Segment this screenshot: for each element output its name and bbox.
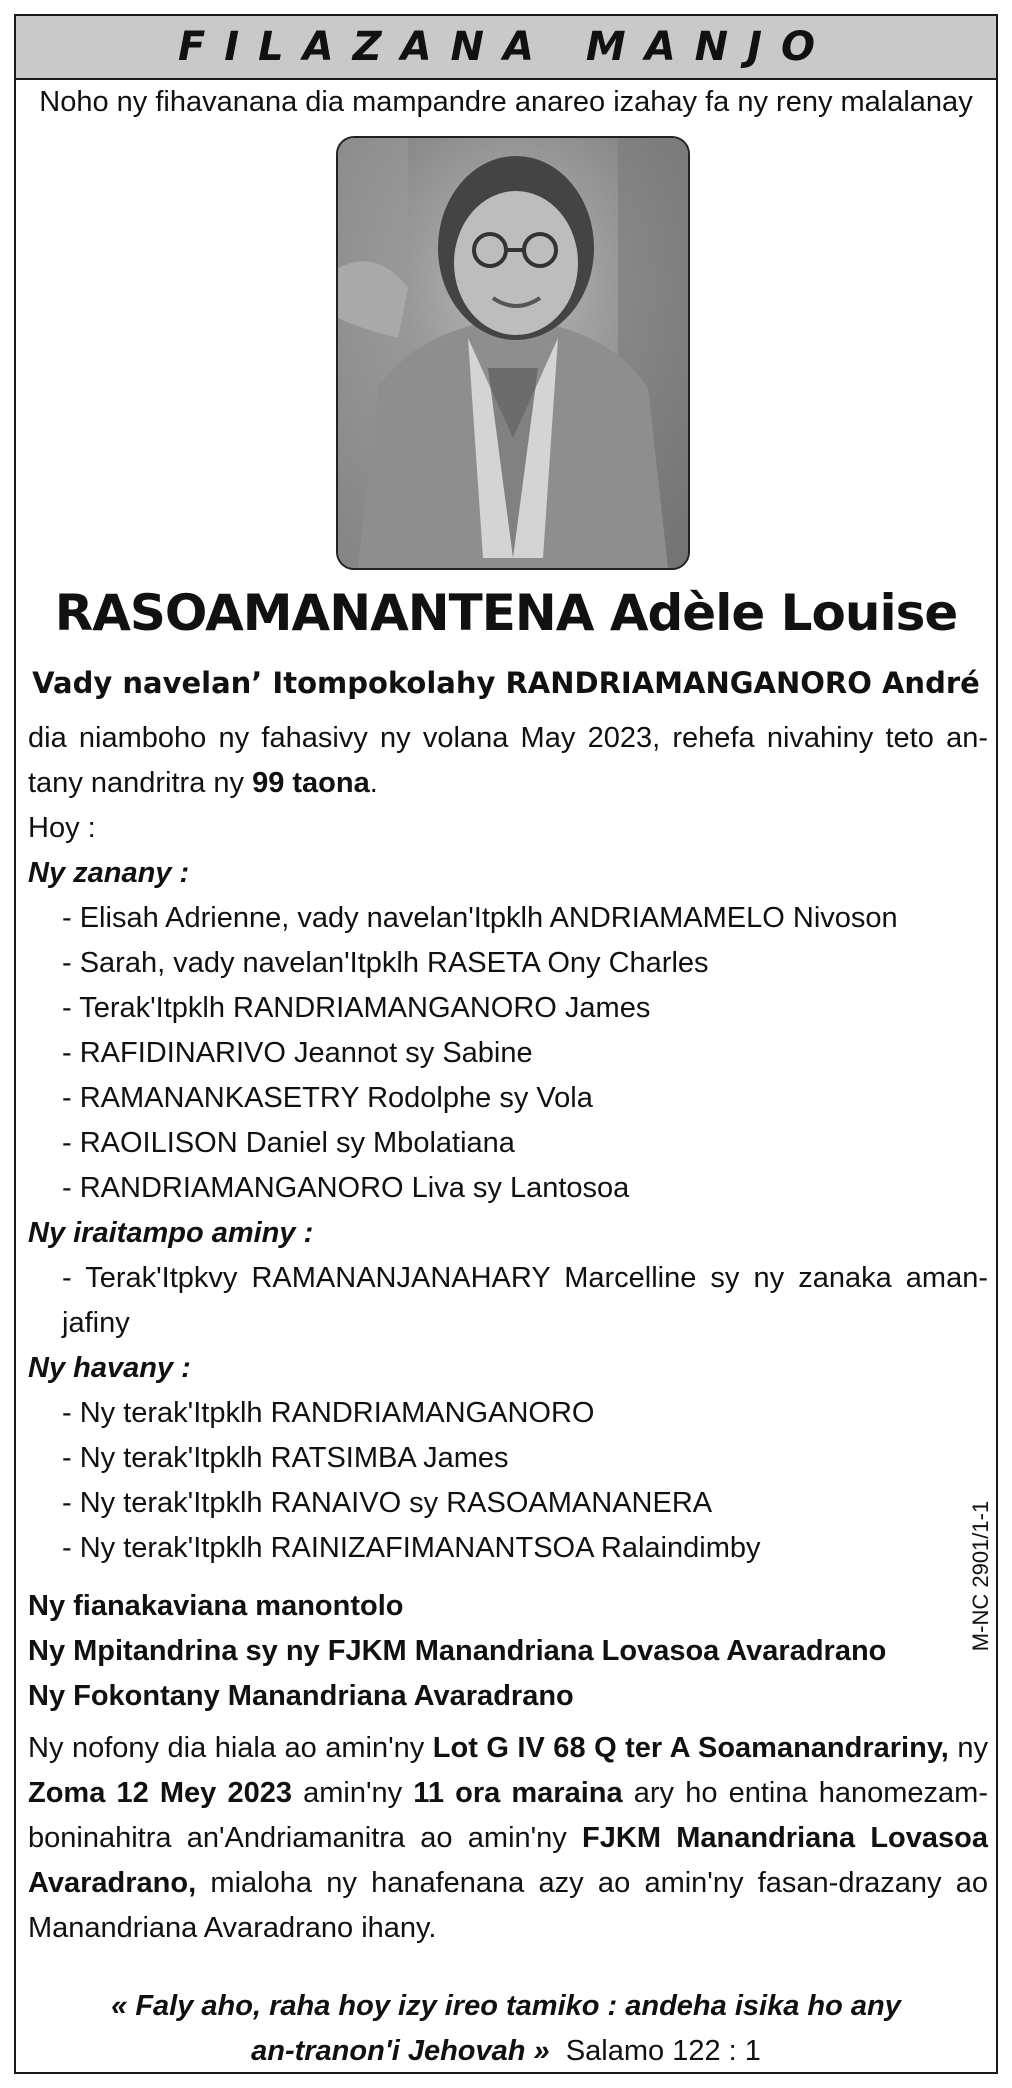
funeral-text: amin'ny: [291, 1777, 414, 1809]
age-text: 99 taona: [252, 767, 370, 799]
children-heading: Ny zanany :: [28, 857, 190, 889]
portrait-photo: [336, 136, 690, 570]
reference-code: M-NC 2901/1-1: [968, 1500, 993, 1652]
child-item: - RAMANANKASETRY Rodolphe sy Vola: [62, 1082, 593, 1114]
quote-line-2: an-tranon'i Jehovah »: [251, 2035, 550, 2067]
quote-citation: Salamo 122 : 1: [565, 2035, 761, 2067]
relative-item: - Ny terak'Itpklh RANDRIAMANGANORO: [62, 1397, 595, 1429]
relative-item: - Ny terak'Itpklh RATSIMBA James: [62, 1442, 509, 1474]
announcement-paragraph: [28, 716, 988, 806]
child-item: - Sarah, vady navelan'Itpklh RASETA Ony Charles: [62, 947, 709, 979]
funeral-date: Zoma 12 Mey 2023: [28, 1777, 292, 1809]
funeral-address: Lot G IV 68 Q ter A Soamanandrariny,: [432, 1732, 949, 1764]
funeral-church: FJKM Manandriana Lovasoa Avaradrano,: [28, 1822, 988, 1899]
child-item: - Elisah Adrienne, vady navelan'Itpklh ANDRIAMAMELO Nivoson: [62, 902, 898, 934]
header-title: FILAZANA MANJO: [177, 24, 835, 70]
child-item: - RAFIDINARIVO Jeannot sy Sabine: [62, 1037, 533, 1069]
bible-quote: [16, 1984, 996, 2074]
funeral-text: mialoha ny hanafenana azy ao amin'ny fasan-drazany ao Manandriana Avaradrano ihany.: [28, 1867, 988, 1944]
funeral-text: ny: [948, 1732, 989, 1764]
funeral-text: Ny nofony dia hiala ao amin'ny: [28, 1732, 433, 1764]
portrait-illustration: [338, 138, 688, 568]
group-line: Ny fianakaviana manontolo: [28, 1590, 404, 1622]
relative-item: - Ny terak'Itpklh RANAIVO sy RASOAMANANERA: [62, 1487, 713, 1519]
relative-item: - Ny terak'Itpklh RAINIZAFIMANANTSOA Ralaindimby: [62, 1532, 761, 1564]
child-item: - Terak'Itpklh RANDRIAMANGANORO James: [62, 992, 651, 1024]
funeral-time: 11 ora maraina: [413, 1777, 623, 1809]
announcement-end: .: [369, 767, 378, 799]
notice-frame: [14, 14, 998, 2074]
sister-heading: Ny iraitampo aminy :: [28, 1217, 314, 1249]
relatives-heading: Ny havany :: [28, 1352, 191, 1384]
group-line: Ny Mpitandrina sy ny FJKM Manandriana Lovasoa Avaradrano: [28, 1635, 887, 1667]
hoy-label: Hoy :: [28, 812, 96, 844]
group-line: Ny Fokontany Manandriana Avaradrano: [28, 1680, 574, 1712]
announcement-text: dia niamboho ny fahasivy ny volana May 2023, rehefa nivahiny teto an-tany nandritra ny: [28, 722, 988, 799]
child-item: - RANDRIAMANGANORO Liva sy Lantosoa: [62, 1172, 630, 1204]
spouse-line: Vady navelan’ Itompokolahy RANDRIAMANGANORO André: [32, 666, 980, 700]
funeral-paragraph: [28, 1726, 988, 1951]
child-item: - RAOILISON Daniel sy Mbolatiana: [62, 1127, 515, 1159]
sister-text: - Terak'Itpkvy RAMANANJANAHARY Marcelline sy ny zanaka aman-jafiny: [62, 1262, 988, 1339]
intro-text: Noho ny fihavanana dia mampandre anareo izahay fa ny reny malalanay: [39, 86, 973, 118]
header-bar: [16, 16, 996, 80]
deceased-name: RASOAMANANTENA Adèle Louise: [54, 584, 958, 642]
quote-line-1: « Faly aho, raha hoy izy ireo tamiko : andeha isika ho any: [111, 1990, 901, 2022]
funeral-text: ary ho entina hanomezam-boninahitra an'Andriamanitra ao amin'ny: [28, 1777, 988, 1854]
